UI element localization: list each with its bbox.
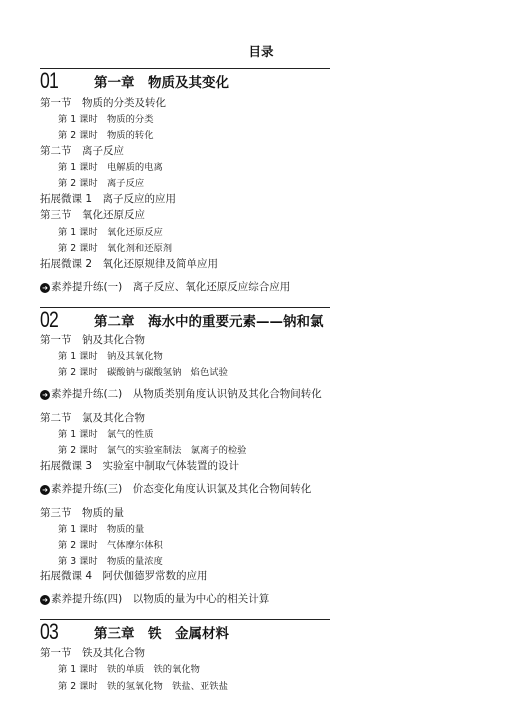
toc-practice[interactable] (40, 281, 290, 294)
toc-lesson[interactable]: 第 2 课时 离子反应 (58, 178, 145, 189)
chapter-header-3 (40, 619, 330, 643)
chapter-title: 第一章 物质及其变化 (94, 75, 229, 91)
toc-section[interactable]: 第二节 离子反应 (40, 145, 124, 157)
toc-lesson[interactable]: 第 3 课时 物质的量浓度 (58, 556, 163, 567)
toc-lesson[interactable]: 第 1 课时 电解质的电离 (58, 162, 163, 173)
chapter-header-1 (40, 68, 330, 92)
chapter-title: 第三章 铁 金属材料 (94, 626, 229, 642)
toc-practice[interactable] (40, 593, 269, 606)
toc-extension[interactable]: 拓展微课 3 实验室中制取气体装置的设计 (40, 460, 240, 472)
toc-lesson[interactable]: 第 1 课时 物质的分类 (58, 114, 154, 125)
toc-practice-label: 素养提升练(四) 以物质的量为中心的相关计算 (51, 593, 270, 605)
toc-practice-label: 素养提升练(二) 从物质类别角度认识钠及其化合物间转化 (51, 388, 322, 400)
chapter-rule (40, 619, 330, 620)
circle-arrow-icon: ➜ (40, 595, 50, 605)
toc-extension[interactable]: 拓展微课 2 氧化还原规律及简单应用 (40, 258, 219, 270)
toc-practice-label: 素养提升练(三) 价态变化角度认识氯及其化合物间转化 (51, 483, 312, 495)
toc-practice[interactable] (40, 388, 322, 401)
toc-section[interactable]: 第一节 铁及其化合物 (40, 647, 145, 659)
circle-arrow-icon: ➜ (40, 485, 50, 495)
chapter-rule (40, 307, 330, 308)
toc-practice-label: 素养提升练(一) 离子反应、氧化还原反应综合应用 (51, 281, 291, 293)
toc-extension[interactable]: 拓展微课 1 离子反应的应用 (40, 193, 177, 205)
toc-lesson[interactable]: 第 1 课时 氧化还原反应 (58, 227, 163, 238)
toc-lesson[interactable]: 第 2 课时 气体摩尔体积 (58, 540, 163, 551)
toc-lesson[interactable]: 第 2 课时 铁的氢氧化物 铁盐、亚铁盐 (58, 681, 228, 692)
toc-section[interactable]: 第一节 物质的分类及转化 (40, 97, 166, 109)
chapter-header-2 (40, 307, 330, 331)
toc-lesson[interactable]: 第 1 课时 物质的量 (58, 524, 145, 535)
chapter-number: 03 (40, 619, 58, 644)
chapter-number: 01 (40, 68, 58, 93)
circle-arrow-icon: ➜ (40, 283, 50, 293)
toc-practice[interactable] (40, 483, 311, 496)
toc-section[interactable]: 第二节 氯及其化合物 (40, 412, 145, 424)
toc-extension[interactable]: 拓展微课 4 阿伏伽德罗常数的应用 (40, 570, 208, 582)
toc-lesson[interactable]: 第 1 课时 氯气的性质 (58, 429, 154, 440)
toc-lesson[interactable]: 第 2 课时 氧化剂和还原剂 (58, 243, 173, 254)
chapter-title: 第二章 海水中的重要元素——钠和氯 (94, 314, 324, 330)
toc-lesson[interactable]: 第 2 课时 氯气的实验室制法 氯离子的检验 (58, 445, 247, 456)
toc-lesson[interactable]: 第 1 课时 铁的单质 铁的氧化物 (58, 664, 200, 675)
toc-section[interactable]: 第一节 钠及其化合物 (40, 334, 145, 346)
toc-lesson[interactable]: 第 2 课时 碳酸钠与碳酸氢钠 焰色试验 (58, 367, 228, 378)
circle-arrow-icon: ➜ (40, 390, 50, 400)
toc-section[interactable]: 第三节 物质的量 (40, 507, 124, 519)
toc-section[interactable]: 第三节 氧化还原反应 (40, 209, 145, 221)
toc-lesson[interactable]: 第 2 课时 物质的转化 (58, 130, 154, 141)
chapter-rule (40, 68, 330, 69)
toc-lesson[interactable]: 第 1 课时 钠及其氧化物 (58, 351, 163, 362)
chapter-number: 02 (40, 307, 58, 332)
page-title: 目录 (248, 44, 274, 59)
